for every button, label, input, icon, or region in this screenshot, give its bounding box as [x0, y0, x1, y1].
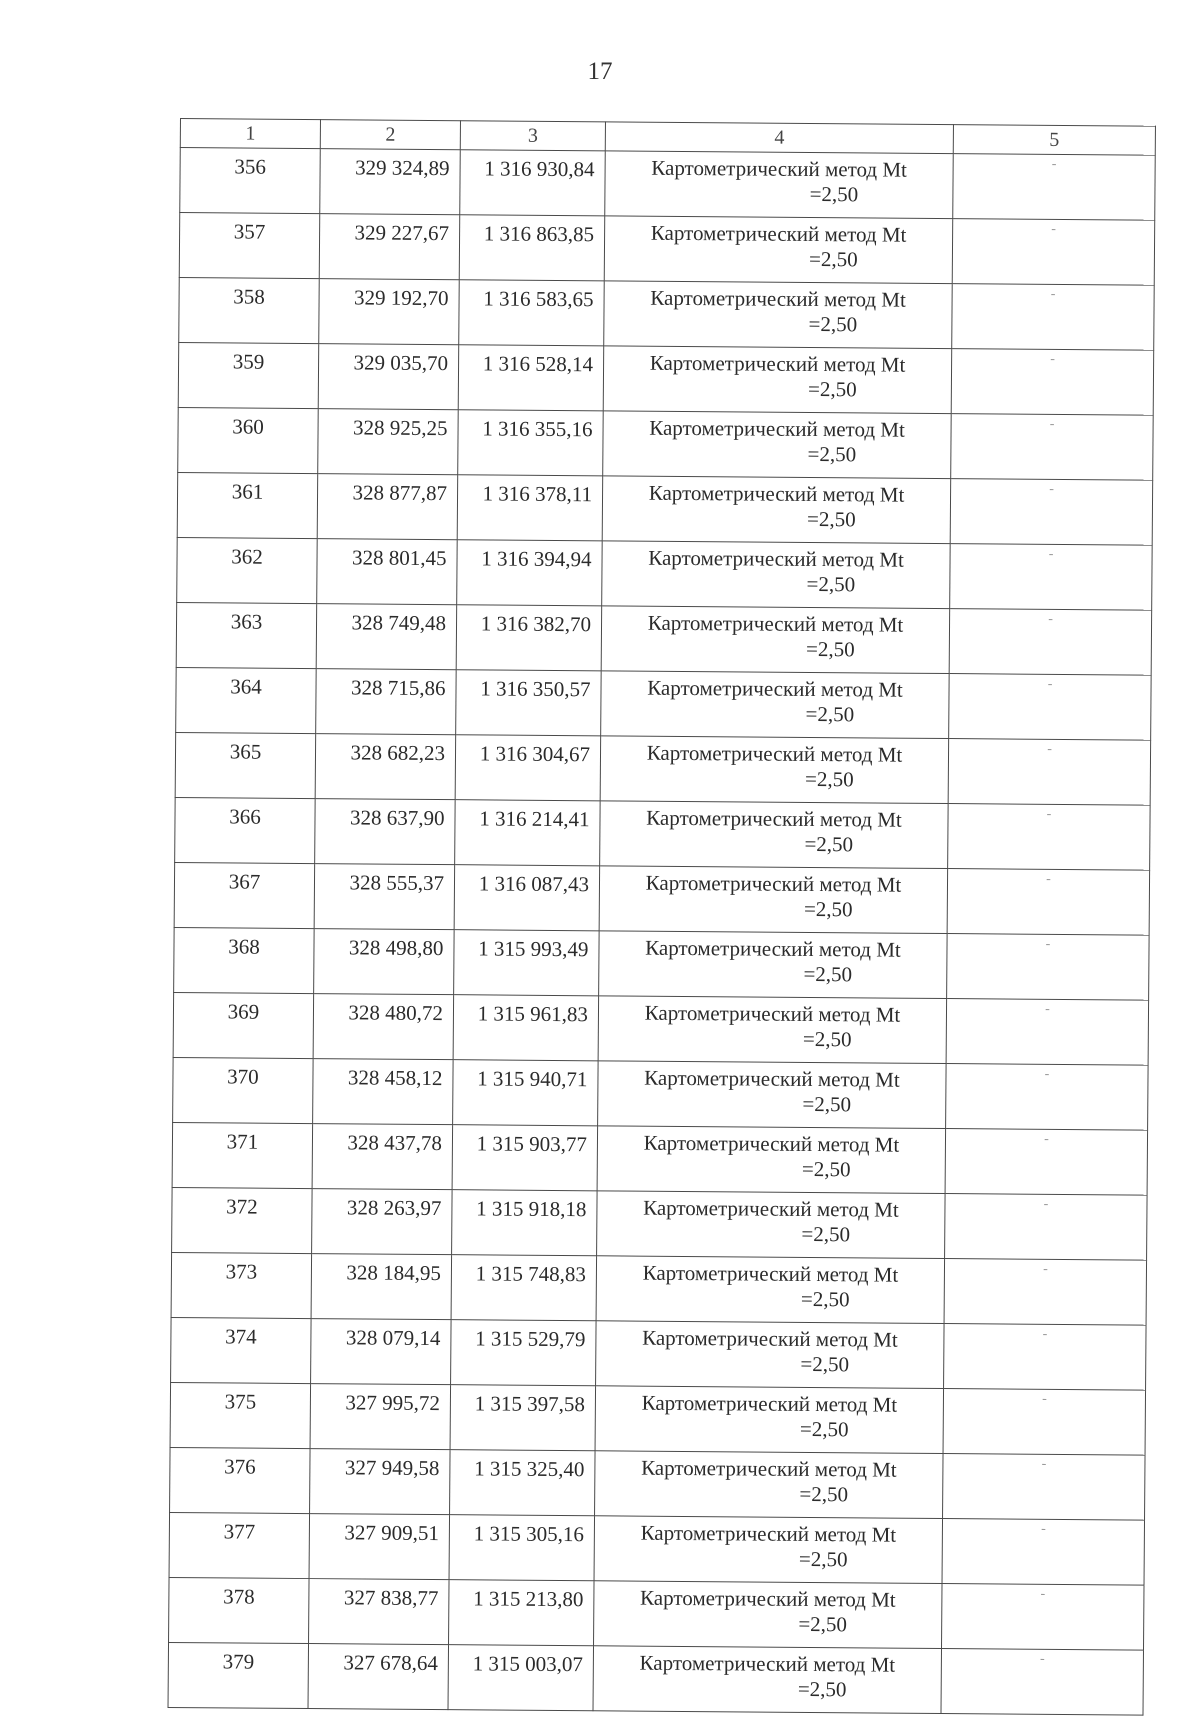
method-accuracy-value: =2,50 [809, 181, 859, 207]
x-coordinate-cell: 329 324,89 [320, 149, 461, 215]
point-number-cell: 377 [169, 1512, 310, 1578]
method-accuracy-value: =2,50 [803, 896, 853, 922]
note-cell: - [949, 674, 1152, 741]
y-coordinate-cell: 1 316 304,67 [455, 735, 601, 801]
note-cell: - [944, 1324, 1147, 1391]
note-cell: - [945, 1129, 1148, 1196]
x-coordinate-cell: 327 678,64 [308, 1644, 449, 1710]
table-row [174, 862, 1149, 935]
coordinates-table [168, 118, 1156, 1716]
method-cell [593, 1646, 941, 1714]
method-accuracy-value: =2,50 [805, 701, 855, 727]
method-accuracy-value: =2,50 [802, 1026, 852, 1052]
point-number-cell: 369 [173, 992, 314, 1058]
table-row [176, 602, 1151, 675]
y-coordinate-cell: 1 315 213,80 [449, 1580, 595, 1646]
method-text: Картометрический метод Mt [649, 415, 905, 442]
note-cell: - [949, 609, 1152, 676]
method-text: Картометрический метод Mt [651, 155, 907, 182]
method-accuracy-value: =2,50 [802, 1091, 852, 1117]
method-accuracy-value: =2,50 [801, 1221, 851, 1247]
method-text: Картометрический метод Mt [646, 740, 903, 767]
method-cell [596, 1321, 944, 1389]
x-coordinate-cell: 328 184,95 [311, 1254, 452, 1320]
method-text: Картометрический метод Mt [641, 1455, 897, 1482]
note-cell: - [947, 934, 1150, 1001]
method-accuracy-value: =2,50 [798, 1546, 848, 1572]
note-cell: - [941, 1649, 1144, 1716]
table-row [177, 472, 1152, 545]
table-row [171, 1317, 1146, 1390]
method-cell [599, 866, 947, 934]
x-coordinate-cell: 328 682,23 [315, 734, 456, 800]
note-cell: - [951, 414, 1154, 481]
method-cell [605, 151, 953, 219]
column-header-1: 1 [180, 119, 320, 149]
y-coordinate-cell: 1 316 394,94 [457, 540, 603, 606]
y-coordinate-cell: 1 315 940,71 [453, 1060, 599, 1126]
method-accuracy-value: =2,50 [809, 246, 858, 272]
method-accuracy-value: =2,50 [804, 766, 854, 792]
method-accuracy-value: =2,50 [800, 1286, 850, 1312]
column-header-2: 2 [320, 120, 460, 150]
y-coordinate-cell: 1 316 355,16 [458, 410, 604, 476]
point-number-cell: 367 [174, 862, 315, 928]
y-coordinate-cell: 1 316 382,70 [456, 605, 602, 671]
method-cell [598, 1061, 946, 1129]
y-coordinate-cell: 1 316 528,14 [458, 345, 604, 411]
column-header-4: 4 [605, 122, 953, 154]
method-cell [598, 996, 946, 1064]
method-text: Картометрический метод Mt [650, 285, 906, 312]
x-coordinate-cell: 328 877,87 [317, 474, 458, 540]
table-row [169, 1577, 1144, 1650]
x-coordinate-cell: 327 995,72 [310, 1384, 451, 1450]
method-cell [600, 801, 948, 869]
method-text: Картометрический метод Mt [642, 1325, 898, 1352]
y-coordinate-cell: 1 316 378,11 [457, 475, 603, 541]
method-cell [597, 1191, 945, 1259]
x-coordinate-cell: 328 555,37 [314, 864, 455, 930]
y-coordinate-cell: 1 315 993,49 [454, 930, 600, 996]
point-number-cell: 360 [178, 407, 319, 473]
y-coordinate-cell: 1 316 863,85 [459, 215, 605, 281]
x-coordinate-cell: 328 458,12 [313, 1059, 454, 1125]
y-coordinate-cell: 1 315 003,07 [448, 1645, 594, 1711]
point-number-cell: 364 [176, 667, 317, 733]
method-accuracy-value: =2,50 [807, 441, 857, 467]
x-coordinate-cell: 329 035,70 [318, 344, 459, 410]
point-number-cell: 356 [180, 148, 321, 214]
table-row [169, 1512, 1144, 1585]
point-number-cell: 371 [172, 1122, 313, 1188]
method-text: Картометрический метод Mt [647, 610, 904, 637]
point-number-cell: 361 [177, 472, 318, 538]
method-text: Картометрический метод Mt [641, 1390, 898, 1417]
table-row [180, 148, 1155, 221]
note-cell: - [952, 284, 1155, 351]
point-number-cell: 368 [174, 927, 315, 993]
x-coordinate-cell: 329 227,67 [319, 214, 460, 280]
table-row [175, 797, 1150, 870]
note-cell: - [942, 1584, 1145, 1651]
method-accuracy-value: =2,50 [800, 1351, 850, 1377]
method-accuracy-value: =2,50 [801, 1156, 851, 1182]
y-coordinate-cell: 1 316 930,84 [460, 150, 606, 216]
y-coordinate-cell: 1 316 214,41 [455, 800, 601, 866]
note-cell: - [945, 1194, 1148, 1261]
note-cell: - [950, 544, 1153, 611]
method-cell [594, 1581, 942, 1649]
y-coordinate-cell: 1 315 961,83 [453, 995, 599, 1061]
x-coordinate-cell: 328 437,78 [312, 1124, 453, 1190]
x-coordinate-cell: 328 637,90 [315, 799, 456, 865]
table-row [173, 992, 1148, 1065]
y-coordinate-cell: 1 315 903,77 [452, 1125, 598, 1191]
note-cell: - [948, 739, 1151, 806]
method-cell [594, 1516, 942, 1584]
method-text: Картометрический метод Mt [650, 220, 907, 247]
table-row [170, 1382, 1145, 1455]
table-row [177, 537, 1152, 610]
method-text: Картометрический метод Mt [649, 350, 906, 377]
point-number-cell: 372 [172, 1187, 313, 1253]
table-row [176, 667, 1151, 740]
method-cell [597, 1126, 945, 1194]
x-coordinate-cell: 329 192,70 [319, 279, 460, 345]
point-number-cell: 363 [176, 602, 317, 668]
method-cell [595, 1386, 943, 1454]
x-coordinate-cell: 328 498,80 [314, 929, 455, 995]
x-coordinate-cell: 328 801,45 [317, 539, 458, 605]
method-accuracy-value: =2,50 [808, 311, 858, 337]
page-number: 17 [587, 58, 613, 85]
method-cell [601, 606, 949, 674]
y-coordinate-cell: 1 315 748,83 [451, 1255, 597, 1321]
note-cell: - [950, 479, 1153, 546]
method-text: Картометрический метод Mt [647, 675, 903, 702]
method-accuracy-value: =2,50 [798, 1611, 848, 1637]
point-number-cell: 379 [168, 1642, 309, 1708]
table-row [175, 732, 1150, 805]
column-header-3: 3 [460, 121, 605, 151]
y-coordinate-cell: 1 316 087,43 [454, 865, 600, 931]
note-cell: - [947, 869, 1150, 936]
point-number-cell: 374 [171, 1317, 312, 1383]
method-text: Картометрический метод Mt [643, 1130, 900, 1157]
table-row [168, 1642, 1143, 1715]
method-text: Картометрический метод Mt [648, 545, 904, 572]
method-accuracy-value: =2,50 [803, 961, 853, 987]
method-cell [602, 541, 950, 609]
point-number-cell: 357 [179, 213, 320, 279]
point-number-cell: 376 [170, 1447, 311, 1513]
method-cell [602, 476, 950, 544]
point-number-cell: 375 [170, 1382, 311, 1448]
table-row [179, 213, 1154, 286]
x-coordinate-cell: 328 079,14 [311, 1319, 452, 1385]
y-coordinate-cell: 1 315 918,18 [452, 1190, 598, 1256]
point-number-cell: 373 [171, 1252, 312, 1318]
y-coordinate-cell: 1 315 305,16 [449, 1515, 595, 1581]
table-row [173, 1057, 1148, 1130]
x-coordinate-cell: 327 949,58 [310, 1449, 451, 1515]
method-cell [600, 736, 948, 804]
point-number-cell: 370 [173, 1057, 314, 1123]
point-number-cell: 365 [175, 732, 316, 798]
table-row [178, 407, 1153, 480]
note-cell: - [946, 1064, 1149, 1131]
note-cell: - [948, 804, 1151, 871]
method-cell [596, 1256, 944, 1324]
x-coordinate-cell: 327 909,51 [309, 1514, 450, 1580]
table-row [179, 277, 1154, 350]
y-coordinate-cell: 1 316 583,65 [459, 280, 605, 346]
method-text: Картометрический метод Mt [640, 1585, 896, 1612]
y-coordinate-cell: 1 315 397,58 [450, 1385, 596, 1451]
table-row [170, 1447, 1145, 1520]
method-text: Картометрический метод Mt [643, 1195, 899, 1222]
point-number-cell: 359 [178, 342, 319, 408]
table-body [168, 148, 1155, 1716]
point-number-cell: 378 [169, 1577, 310, 1643]
method-cell [603, 411, 951, 479]
note-cell: - [942, 1519, 1145, 1586]
table-row [174, 927, 1149, 1000]
method-accuracy-value: =2,50 [806, 506, 856, 532]
note-cell: - [953, 154, 1156, 221]
table-row [178, 342, 1153, 415]
y-coordinate-cell: 1 315 325,40 [450, 1450, 596, 1516]
method-cell [604, 216, 952, 284]
method-cell [599, 931, 947, 999]
method-cell [595, 1451, 943, 1519]
note-cell: - [944, 1259, 1147, 1326]
note-cell: - [943, 1454, 1146, 1521]
method-accuracy-value: =2,50 [805, 636, 855, 662]
table-row [171, 1252, 1146, 1325]
coordinates-table-container [168, 118, 1155, 1716]
method-accuracy-value: =2,50 [804, 831, 854, 857]
y-coordinate-cell: 1 315 529,79 [451, 1320, 597, 1386]
method-cell [601, 671, 949, 739]
method-text: Картометрический метод Mt [645, 935, 901, 962]
point-number-cell: 362 [177, 537, 318, 603]
table-row [172, 1122, 1147, 1195]
method-cell [604, 281, 952, 349]
method-accuracy-value: =2,50 [799, 1481, 849, 1507]
column-header-5: 5 [953, 125, 1155, 156]
x-coordinate-cell: 328 263,97 [312, 1189, 453, 1255]
note-cell: - [943, 1389, 1146, 1456]
method-accuracy-value: =2,50 [797, 1676, 847, 1702]
x-coordinate-cell: 328 715,86 [316, 669, 457, 735]
note-cell: - [951, 349, 1154, 416]
x-coordinate-cell: 328 925,25 [318, 409, 459, 475]
method-text: Картометрический метод Mt [640, 1520, 897, 1547]
method-accuracy-value: =2,50 [799, 1416, 849, 1442]
x-coordinate-cell: 327 838,77 [309, 1579, 450, 1645]
method-text: Картометрический метод Mt [639, 1650, 896, 1677]
x-coordinate-cell: 328 480,72 [313, 994, 454, 1060]
method-cell [603, 346, 951, 414]
note-cell: - [952, 219, 1155, 286]
method-accuracy-value: =2,50 [806, 571, 856, 597]
table-row [172, 1187, 1147, 1260]
method-text: Картометрический метод Mt [648, 480, 905, 507]
y-coordinate-cell: 1 316 350,57 [456, 670, 602, 736]
method-text: Картометрический метод Mt [644, 1000, 901, 1027]
method-accuracy-value: =2,50 [808, 376, 857, 402]
method-text: Картометрический метод Mt [644, 1065, 900, 1092]
note-cell: - [946, 999, 1149, 1066]
point-number-cell: 366 [175, 797, 316, 863]
method-text: Картометрический метод Mt [642, 1260, 899, 1287]
point-number-cell: 358 [179, 277, 320, 343]
x-coordinate-cell: 328 749,48 [316, 604, 457, 670]
method-text: Картометрический метод Mt [645, 870, 902, 897]
method-text: Картометрический метод Mt [646, 805, 902, 832]
